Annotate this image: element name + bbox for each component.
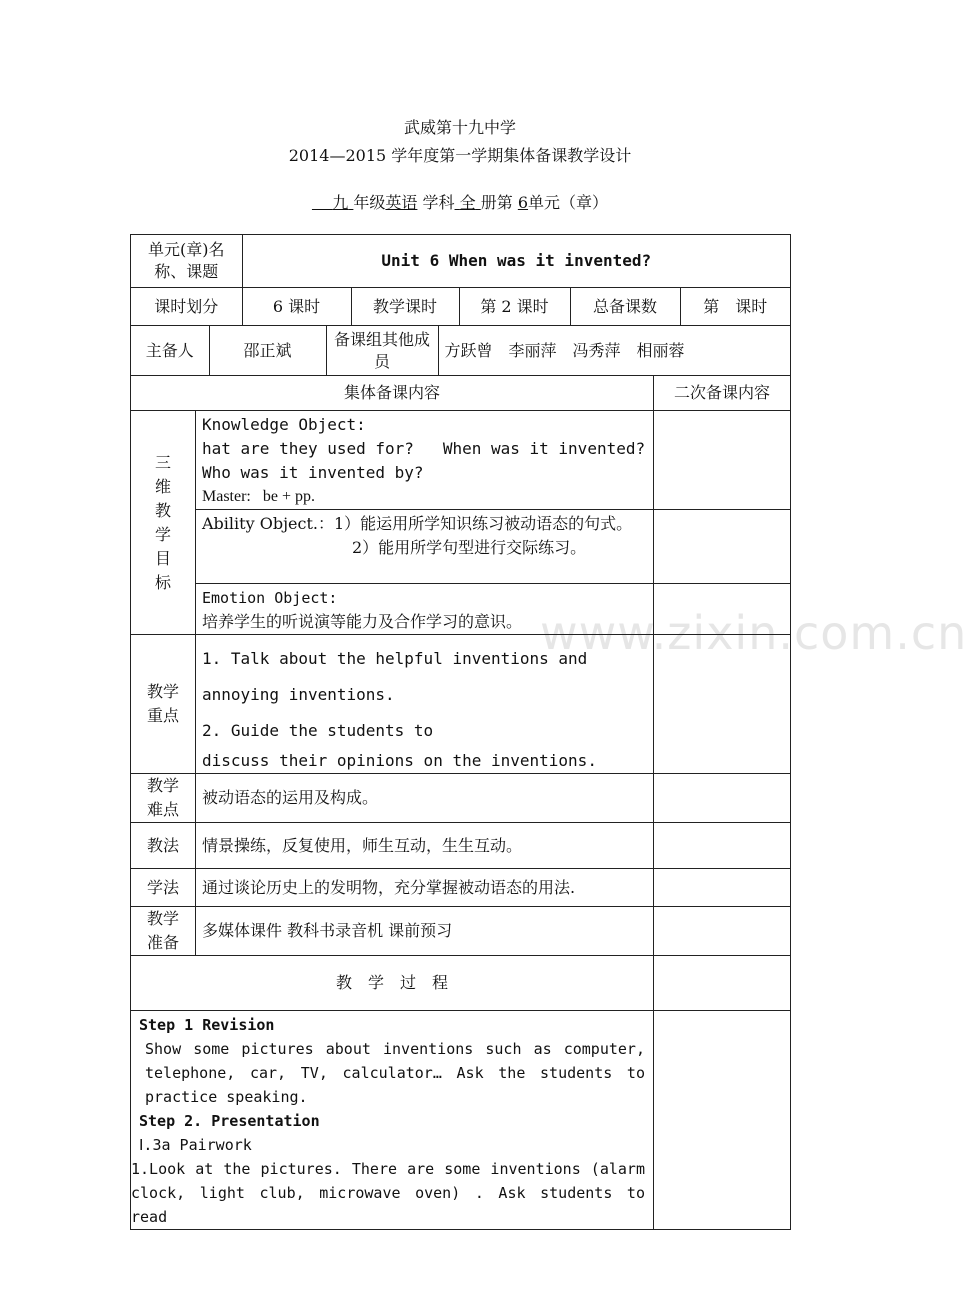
volume-value: 全 xyxy=(459,193,476,212)
step1-heading: Step 1 Revision xyxy=(139,1016,275,1034)
objectives-label: 三维教学目标 xyxy=(131,411,196,635)
step1-text: Show some pictures about inventions such as computer, telephone, car, TV, calculator… Ask the students to practice speaking. xyxy=(145,1040,645,1106)
preparation-label: 教学准备 xyxy=(131,907,196,956)
ability-notes xyxy=(654,510,791,584)
unit-number: 6 xyxy=(517,193,529,212)
preparation-value: 多媒体课件 教科书录音机 课前预习 xyxy=(196,907,654,956)
method-value: 情景操练，反复使用，师生互动，生生互动。 xyxy=(196,823,654,869)
teaching-period-value: 第 2 课时 xyxy=(459,288,570,325)
key-points-label: 教学重点 xyxy=(131,635,196,774)
total-prep-value: 第 课时 xyxy=(680,288,790,325)
process-title: 教 学 过 程 xyxy=(131,956,654,1011)
difficulty-notes xyxy=(654,774,791,823)
step2-sub1: Ⅰ.3a Pairwork xyxy=(139,1136,252,1154)
main-preparer-label: 主备人 xyxy=(145,340,194,360)
knowledge-notes xyxy=(654,411,791,510)
total-prep-label: 总备课数 xyxy=(570,288,680,325)
learning-notes xyxy=(654,869,791,907)
main-preparer-value: 邵正斌 xyxy=(209,326,326,375)
process-content xyxy=(131,1011,654,1230)
unit-suffix: 单元（章） xyxy=(528,193,609,212)
period-label: 课时划分 xyxy=(154,296,219,316)
process-title-notes xyxy=(654,956,791,1011)
learning-label: 学法 xyxy=(131,869,196,907)
ability-object: Ability Object.：1）能运用所学知识练习被动语态的句式。 2）能用所学句型进行交际练习。 xyxy=(196,510,654,584)
method-label: 教法 xyxy=(131,823,196,869)
document-subtitle: 2014—2015 学年度第一学期集体备课教学设计 xyxy=(288,146,632,165)
unit-title: Unit 6 When was it invented? xyxy=(242,235,790,287)
preparation-notes xyxy=(654,907,791,956)
collective-content-header: 集体备课内容 xyxy=(131,376,654,411)
emotion-object: Emotion Object: 培养学生的听说演等能力及合作学习的意识。 xyxy=(196,584,654,635)
grade-value: 九 xyxy=(332,193,349,212)
watermark: www.zixin.com.cn xyxy=(540,606,967,660)
key-points-notes xyxy=(654,635,791,774)
volume-suffix: 册第 xyxy=(480,193,513,212)
subject-value: 英语 xyxy=(385,193,418,212)
period-value: 6 课时 xyxy=(242,288,351,325)
step2-item1: 1.Look at the pictures. There are some inventions (alarm clock, light club, microwave oven) . Ask students to read xyxy=(131,1160,645,1226)
key-points-content: 1. Talk about the helpful inventions and annoying inventions. 2. Guide the students to discuss their opinions on the inventions. xyxy=(196,635,654,774)
method-notes xyxy=(654,823,791,869)
learning-value: 通过谈论历史上的发明物，充分掌握被动语态的用法. xyxy=(196,869,654,907)
unit-label: 单元(章)名称、课题 xyxy=(148,240,225,281)
emotion-notes xyxy=(654,584,791,635)
difficulty-value: 被动语态的运用及构成。 xyxy=(196,774,654,823)
lesson-plan-table xyxy=(130,234,791,1230)
members-label: 备课组其他成员 xyxy=(326,326,438,375)
process-notes xyxy=(654,1011,791,1230)
members-value: 方跃曾 李丽萍 冯秀萍 相丽蓉 xyxy=(438,326,790,375)
difficulty-label: 教学难点 xyxy=(131,774,196,823)
teaching-period-label: 教学课时 xyxy=(351,288,459,325)
grade-suffix: 年级 xyxy=(353,193,386,212)
subject-suffix: 学科 xyxy=(422,193,455,212)
knowledge-object: Knowledge Object: hat are they used for? When was it invented? Who was it invented by? Master: be + pp. xyxy=(196,411,654,510)
grade-subject-line xyxy=(0,190,920,213)
secondary-content-header: 二次备课内容 xyxy=(654,376,791,411)
school-name: 武威第十九中学 xyxy=(403,118,516,137)
step2-heading: Step 2. Presentation xyxy=(139,1112,320,1130)
